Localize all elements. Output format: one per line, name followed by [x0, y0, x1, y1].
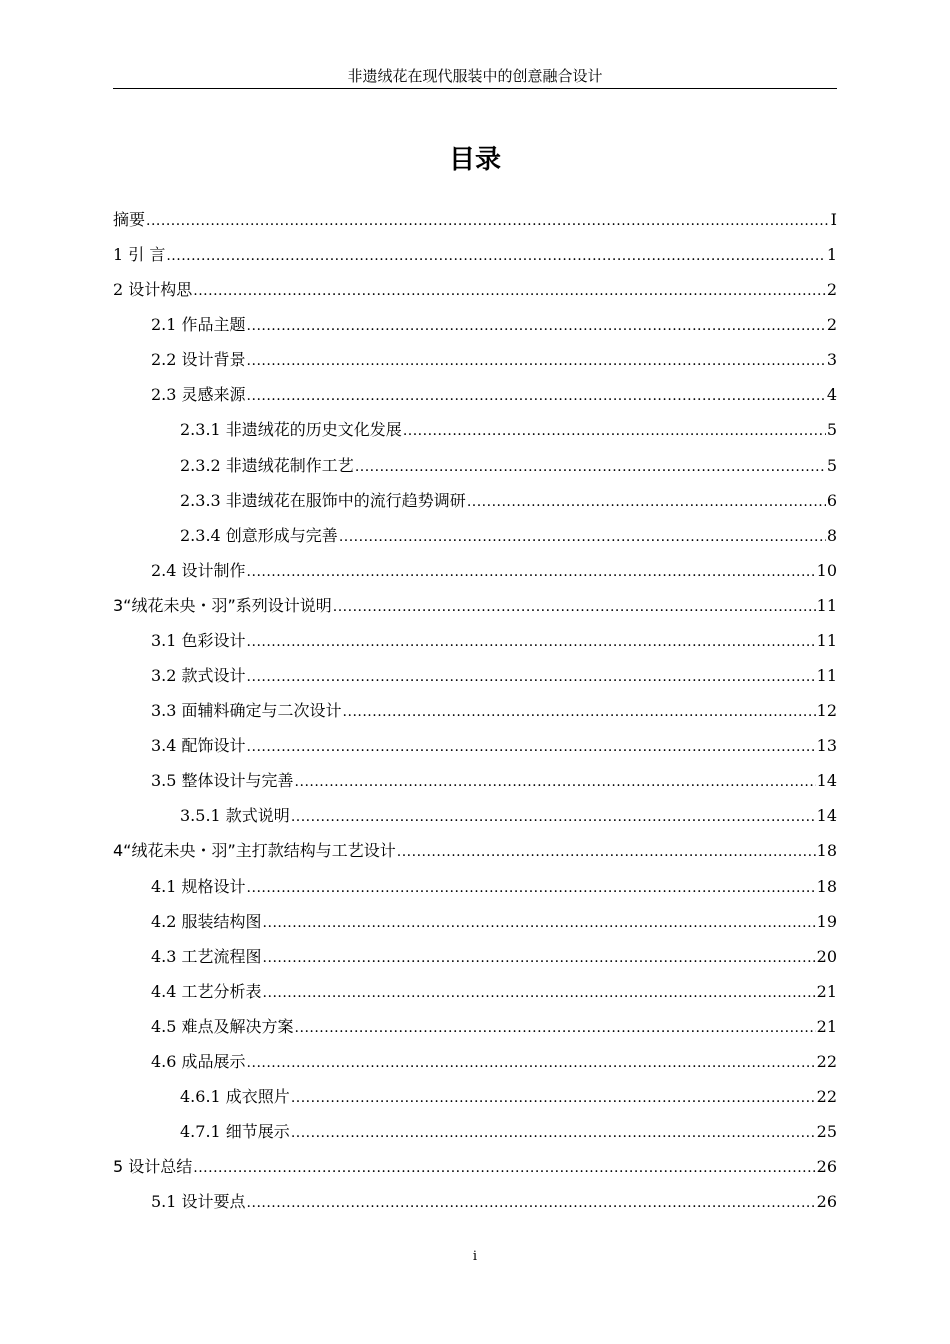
toc-entry[interactable] [113, 243, 837, 267]
toc-entry[interactable] [113, 278, 837, 302]
toc-entry-label: 2 设计构思 [113, 280, 193, 299]
toc-entry-label: 4.1 规格设计 [151, 877, 246, 896]
toc-entry[interactable] [151, 559, 837, 583]
toc-entry-page: 19 [816, 912, 837, 931]
toc-dot-leader [247, 314, 826, 338]
toc-entry-page: 21 [816, 1017, 837, 1036]
toc-entry[interactable] [180, 1120, 837, 1144]
toc-entry-label: 5.1 设计要点 [151, 1192, 246, 1211]
toc-entry-label: 5 设计总结 [113, 1157, 193, 1176]
toc-entry-label: 2.3.3 非遗绒花在服饰中的流行趋势调研 [180, 491, 466, 510]
toc-entry-page: 1 [826, 245, 837, 264]
toc-entry-label: 4.6 成品展示 [151, 1052, 246, 1071]
toc-entry-page: 5 [826, 456, 837, 475]
toc-entry[interactable] [180, 418, 837, 442]
toc-dot-leader [247, 735, 816, 759]
toc-dot-leader [247, 876, 816, 900]
toc-dot-leader [263, 981, 816, 1005]
toc-entry-label: 3.5.1 款式说明 [180, 806, 290, 825]
toc-dot-leader [247, 384, 826, 408]
toc-entry-label: 4“绒花未央・羽”主打款结构与工艺设计 [113, 841, 396, 860]
toc-entry[interactable] [151, 769, 837, 793]
toc-dot-leader [193, 1156, 815, 1180]
toc-dot-leader [263, 911, 816, 935]
toc-entry[interactable] [180, 1085, 837, 1109]
toc-dot-leader [295, 770, 816, 794]
toc-dot-leader [247, 1051, 816, 1075]
toc-dot-leader [403, 419, 826, 443]
toc-entry-page: 25 [816, 1122, 837, 1141]
toc-entry[interactable] [151, 980, 837, 1004]
toc-entry-page: 13 [816, 736, 837, 755]
toc-entry-label: 2.3.1 非遗绒花的历史文化发展 [180, 420, 402, 439]
toc-dot-leader [355, 455, 826, 479]
toc-dot-leader [263, 946, 816, 970]
toc-entry[interactable] [151, 1190, 837, 1214]
toc-entry-label: 3.4 配饰设计 [151, 736, 246, 755]
toc-entry-label: 2.3.4 创意形成与完善 [180, 526, 338, 545]
toc-entry-label: 3.5 整体设计与完善 [151, 771, 294, 790]
toc-entry-label: 3.1 色彩设计 [151, 631, 246, 650]
toc-entry-label: 2.3 灵感来源 [151, 385, 246, 404]
toc-entry[interactable] [151, 348, 837, 372]
toc-entry-label: 3“绒花未央・羽”系列设计说明 [113, 596, 332, 615]
toc-dot-leader [247, 1191, 816, 1215]
toc-entry[interactable] [151, 910, 837, 934]
toc-entry-page: 8 [826, 526, 837, 545]
toc-entry-page: 22 [816, 1052, 837, 1071]
toc-dot-leader [291, 1121, 816, 1145]
toc-dot-leader [146, 209, 830, 233]
toc-entry-label: 2.2 设计背景 [151, 350, 246, 369]
toc-dot-leader [291, 805, 816, 829]
toc-entry-label: 4.4 工艺分析表 [151, 982, 262, 1001]
toc-entry-label: 2.3.2 非遗绒花制作工艺 [180, 456, 354, 475]
toc-entry-page: 4 [826, 385, 837, 404]
toc-dot-leader [397, 840, 816, 864]
toc-entry-page: 2 [826, 280, 837, 299]
toc-entry-label: 1 引 言 [113, 245, 166, 264]
toc-entry-page: 12 [816, 701, 837, 720]
toc-entry[interactable] [180, 524, 837, 548]
toc-entry-page: 22 [816, 1087, 837, 1106]
toc-entry-page: 3 [826, 350, 837, 369]
toc-dot-leader [291, 1086, 816, 1110]
toc-entry[interactable] [151, 664, 837, 688]
toc-dot-leader [247, 630, 816, 654]
toc-entry[interactable] [151, 383, 837, 407]
toc-entry-label: 3.2 款式设计 [151, 666, 246, 685]
toc-entry-page: 5 [826, 420, 837, 439]
toc-entry-page: 11 [816, 631, 837, 650]
toc-entry-label: 2.4 设计制作 [151, 561, 246, 580]
toc-entry[interactable] [113, 208, 837, 232]
toc-entry[interactable] [151, 313, 837, 337]
toc-entry-page: 11 [816, 596, 837, 615]
toc-entry[interactable] [151, 629, 837, 653]
toc-entry-page: 2 [826, 315, 837, 334]
toc-dot-leader [193, 279, 826, 303]
toc-dot-leader [247, 560, 816, 584]
toc-entry-label: 4.2 服装结构图 [151, 912, 262, 931]
toc-entry-page: 11 [816, 666, 837, 685]
toc-entry-label: 4.7.1 细节展示 [180, 1122, 290, 1141]
toc-dot-leader [333, 595, 816, 619]
toc-dot-leader [247, 349, 826, 373]
toc-entry-label: 4.5 难点及解决方案 [151, 1017, 294, 1036]
toc-entry-label: 3.3 面辅料确定与二次设计 [151, 701, 342, 720]
toc-entry[interactable] [113, 839, 837, 863]
toc-entry[interactable] [151, 699, 837, 723]
toc-entry[interactable] [180, 454, 837, 478]
toc-dot-leader [247, 665, 816, 689]
toc-dot-leader [339, 525, 826, 549]
toc-entry-page: I [830, 210, 837, 229]
toc-entry-page: 21 [816, 982, 837, 1001]
toc-entry-label: 4.6.1 成衣照片 [180, 1087, 290, 1106]
toc-entry-page: 10 [816, 561, 837, 580]
toc-dot-leader [467, 490, 826, 514]
toc-title: 目录 [448, 145, 501, 175]
toc-entry-label: 4.3 工艺流程图 [151, 947, 262, 966]
toc-entry[interactable] [151, 1015, 837, 1039]
toc-dot-leader [295, 1016, 816, 1040]
toc-entry-page: 18 [816, 877, 837, 896]
toc-entry[interactable] [151, 1050, 837, 1074]
toc-entry-page: 26 [816, 1157, 837, 1176]
page-header: 非遗绒花在现代服装中的创意融合设计 [347, 67, 603, 85]
toc-entry[interactable] [180, 489, 837, 513]
toc-entry-page: 20 [816, 947, 837, 966]
toc-entry-page: 18 [816, 841, 837, 860]
toc-entry-page: 14 [816, 771, 837, 790]
toc-entry-page: 26 [816, 1192, 837, 1211]
toc-dot-leader [343, 700, 816, 724]
toc-entry[interactable] [151, 945, 837, 969]
toc-entry[interactable] [151, 875, 837, 899]
toc-entry-page: 14 [816, 806, 837, 825]
toc-entry[interactable] [180, 804, 837, 828]
toc-entry[interactable] [151, 734, 837, 758]
page-number: i [472, 1249, 478, 1264]
toc-entry-page: 6 [826, 491, 837, 510]
toc-dot-leader [166, 244, 825, 268]
toc-entry[interactable] [113, 594, 837, 618]
toc-entry-label: 2.1 作品主题 [151, 315, 246, 334]
toc-entry[interactable] [113, 1155, 837, 1179]
toc-entry-label: 摘要 [113, 210, 146, 229]
